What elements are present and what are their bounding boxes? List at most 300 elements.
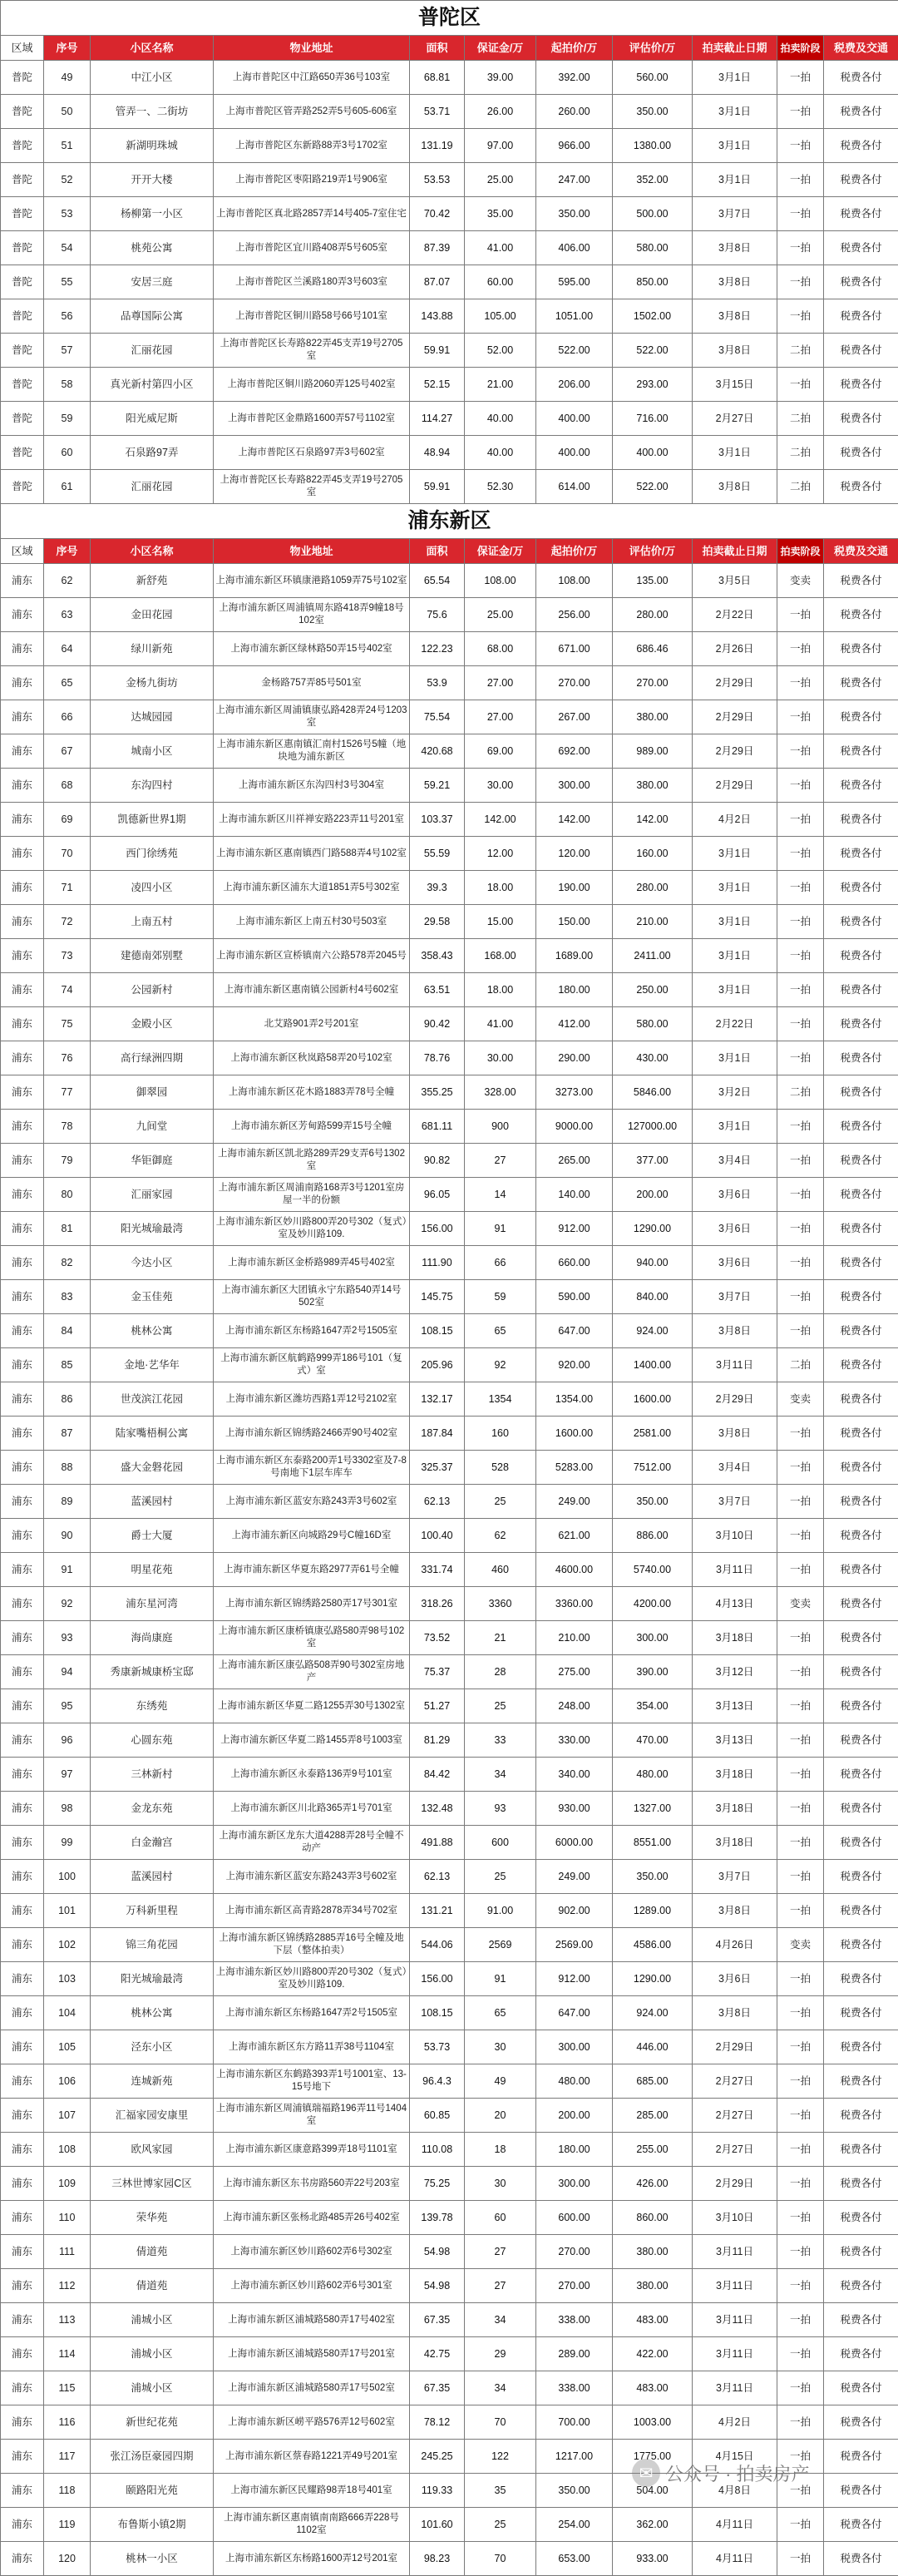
cell-area: 491.88 — [410, 1826, 465, 1860]
table-row — [1, 265, 898, 299]
column-header-starting-price: 起拍价/万 — [536, 539, 613, 564]
cell-deadline: 3月1日 — [693, 95, 777, 129]
cell-stage: 二拍 — [777, 334, 824, 368]
table-row — [1, 2167, 898, 2201]
cell-stage: 一拍 — [777, 871, 824, 905]
cell-area: 544.06 — [410, 1928, 465, 1962]
cell-area: 63.51 — [410, 973, 465, 1007]
cell-deposit: 34 — [465, 2371, 536, 2405]
cell-stage: 一拍 — [777, 1962, 824, 1996]
cell-starting-price: 270.00 — [536, 2269, 613, 2303]
column-header-deposit: 保证金/万 — [465, 36, 536, 61]
cell-appraised-price: 280.00 — [613, 598, 693, 632]
column-header-community-name: 小区名称 — [91, 539, 214, 564]
cell-stage: 一拍 — [777, 803, 824, 837]
cell-stage: 一拍 — [777, 129, 824, 163]
cell-community-name: 今达小区 — [91, 1246, 214, 1280]
column-header-deadline: 拍卖截止日期 — [693, 539, 777, 564]
cell-deposit: 25 — [465, 1860, 536, 1894]
cell-starting-price: 595.00 — [536, 265, 613, 299]
table-row — [1, 2064, 898, 2099]
column-header-row — [1, 539, 898, 564]
cell-community-name: 绿川新苑 — [91, 632, 214, 666]
cell-appraised-price: 127000.00 — [613, 1110, 693, 1144]
cell-stage: 一拍 — [777, 2030, 824, 2064]
cell-deadline: 3月10日 — [693, 1519, 777, 1553]
cell-deposit: 49 — [465, 2064, 536, 2099]
table-row — [1, 1587, 898, 1621]
cell-appraised-price: 446.00 — [613, 2030, 693, 2064]
cell-deposit: 168.00 — [465, 939, 536, 973]
cell-community-name: 万科新里程 — [91, 1894, 214, 1928]
cell-appraised-price: 380.00 — [613, 700, 693, 734]
cell-tax-transport: 税费各付 — [824, 700, 898, 734]
cell-area: 75.54 — [410, 700, 465, 734]
cell-stage: 一拍 — [777, 1178, 824, 1212]
cell-index: 55 — [44, 265, 91, 299]
cell-tax-transport: 税费各付 — [824, 334, 898, 368]
cell-deposit: 35.00 — [465, 197, 536, 231]
cell-deposit: 91 — [465, 1962, 536, 1996]
column-header-property-address: 物业地址 — [214, 36, 410, 61]
cell-community-name: 阳光威尼斯 — [91, 402, 214, 436]
cell-community-name: 桃苑公寓 — [91, 231, 214, 265]
cell-area: 62.13 — [410, 1485, 465, 1519]
cell-property-address: 上海市浦东新区东书房路560弄22号203室 — [214, 2167, 410, 2201]
cell-tax-transport: 税费各付 — [824, 2269, 898, 2303]
cell-community-name: 海尚康庭 — [91, 1621, 214, 1655]
cell-property-address: 上海市普陀区管弄路252弄5号605-606室 — [214, 95, 410, 129]
cell-deposit: 25 — [465, 1689, 536, 1723]
cell-appraised-price: 210.00 — [613, 905, 693, 939]
cell-index: 97 — [44, 1758, 91, 1792]
cell-community-name: 布鲁斯小镇2期 — [91, 2508, 214, 2542]
cell-deadline: 3月1日 — [693, 436, 777, 470]
cell-property-address: 上海市浦东新区妙川路800弄20号302（复式）室及妙川路109. — [214, 1962, 410, 1996]
cell-area: 54.98 — [410, 2235, 465, 2269]
cell-property-address: 上海市浦东新区惠南镇公园新村4号602室 — [214, 973, 410, 1007]
cell-community-name: 颐路阳光苑 — [91, 2474, 214, 2508]
cell-stage: 一拍 — [777, 1280, 824, 1314]
cell-starting-price: 140.00 — [536, 1178, 613, 1212]
cell-index: 115 — [44, 2371, 91, 2405]
cell-index: 89 — [44, 1485, 91, 1519]
cell-deposit: 30 — [465, 2030, 536, 2064]
cell-area: 53.9 — [410, 666, 465, 700]
cell-appraised-price: 380.00 — [613, 2269, 693, 2303]
cell-property-address: 上海市浦东新区康桥镇康弘路580弄98号102室 — [214, 1621, 410, 1655]
table-row — [1, 368, 898, 402]
cell-appraised-price: 390.00 — [613, 1655, 693, 1689]
cell-tax-transport: 税费各付 — [824, 1178, 898, 1212]
cell-tax-transport: 税费各付 — [824, 803, 898, 837]
cell-stage: 一拍 — [777, 1485, 824, 1519]
cell-property-address: 上海市浦东新区周浦镇周东路418弄9幢18号102室 — [214, 598, 410, 632]
cell-region: 浦东 — [1, 939, 44, 973]
cell-appraised-price: 886.00 — [613, 1519, 693, 1553]
cell-appraised-price: 686.46 — [613, 632, 693, 666]
table-row — [1, 2235, 898, 2269]
cell-tax-transport: 税费各付 — [824, 1280, 898, 1314]
cell-region: 浦东 — [1, 1314, 44, 1348]
cell-area: 122.23 — [410, 632, 465, 666]
cell-region: 浦东 — [1, 2269, 44, 2303]
cell-deposit: 460 — [465, 1553, 536, 1587]
cell-stage: 一拍 — [777, 2542, 824, 2576]
cell-property-address: 上海市浦东新区芳甸路599弄15号全幢 — [214, 1110, 410, 1144]
cell-region: 普陀 — [1, 368, 44, 402]
cell-area: 420.68 — [410, 734, 465, 769]
cell-deadline: 2月27日 — [693, 2099, 777, 2133]
cell-stage: 一拍 — [777, 1314, 824, 1348]
cell-tax-transport: 税费各付 — [824, 1348, 898, 1382]
cell-starting-price: 206.00 — [536, 368, 613, 402]
cell-area: 132.17 — [410, 1382, 465, 1417]
cell-appraised-price: 483.00 — [613, 2303, 693, 2337]
cell-index: 103 — [44, 1962, 91, 1996]
cell-property-address: 上海市浦东新区康意路399弄18号1101室 — [214, 2133, 410, 2167]
cell-area: 78.12 — [410, 2405, 465, 2440]
cell-deposit: 41.00 — [465, 231, 536, 265]
cell-starting-price: 966.00 — [536, 129, 613, 163]
cell-community-name: 心圆东苑 — [91, 1723, 214, 1758]
cell-deadline: 3月8日 — [693, 231, 777, 265]
cell-stage: 一拍 — [777, 2167, 824, 2201]
cell-starting-price: 1051.00 — [536, 299, 613, 334]
cell-region: 浦东 — [1, 1553, 44, 1587]
cell-deadline: 3月8日 — [693, 1996, 777, 2030]
cell-community-name: 桃林公寓 — [91, 1314, 214, 1348]
cell-area: 143.88 — [410, 299, 465, 334]
cell-community-name: 三林世博家园C区 — [91, 2167, 214, 2201]
cell-property-address: 上海市浦东新区金桥路989弄45号402室 — [214, 1246, 410, 1280]
cell-deposit: 30.00 — [465, 769, 536, 803]
cell-index: 106 — [44, 2064, 91, 2099]
cell-tax-transport: 税费各付 — [824, 598, 898, 632]
cell-stage: 一拍 — [777, 2269, 824, 2303]
cell-starting-price: 671.00 — [536, 632, 613, 666]
cell-property-address: 上海市浦东新区惠南镇西门路588弄4号102室 — [214, 837, 410, 871]
cell-appraised-price: 200.00 — [613, 1178, 693, 1212]
table-row — [1, 564, 898, 598]
cell-property-address: 上海市浦东新区绿林路50弄15号402室 — [214, 632, 410, 666]
cell-starting-price: 3273.00 — [536, 1075, 613, 1110]
cell-area: 62.13 — [410, 1860, 465, 1894]
cell-tax-transport: 税费各付 — [824, 1553, 898, 1587]
cell-appraised-price: 293.00 — [613, 368, 693, 402]
table-row — [1, 1007, 898, 1041]
cell-area: 96.4.3 — [410, 2064, 465, 2099]
cell-community-name: 世茂滨江花园 — [91, 1382, 214, 1417]
cell-community-name: 蓝溪园村 — [91, 1860, 214, 1894]
cell-community-name: 汇丽花园 — [91, 334, 214, 368]
cell-deposit: 18.00 — [465, 871, 536, 905]
cell-tax-transport: 税费各付 — [824, 564, 898, 598]
cell-stage: 一拍 — [777, 1417, 824, 1451]
table-row — [1, 299, 898, 334]
cell-deadline: 3月4日 — [693, 1144, 777, 1178]
cell-deadline: 3月2日 — [693, 1075, 777, 1110]
table-row — [1, 436, 898, 470]
table-row — [1, 2337, 898, 2371]
cell-deadline: 3月6日 — [693, 1178, 777, 1212]
cell-region: 浦东 — [1, 1246, 44, 1280]
cell-deadline: 3月11日 — [693, 2235, 777, 2269]
table-row — [1, 1996, 898, 2030]
cell-appraised-price: 350.00 — [613, 1860, 693, 1894]
cell-property-address: 上海市浦东新区崂平路576弄12号602室 — [214, 2405, 410, 2440]
cell-tax-transport: 税费各付 — [824, 1655, 898, 1689]
cell-community-name: 泾东小区 — [91, 2030, 214, 2064]
cell-stage: 一拍 — [777, 1041, 824, 1075]
cell-appraised-price: 1289.00 — [613, 1894, 693, 1928]
cell-stage: 一拍 — [777, 2508, 824, 2542]
cell-starting-price: 265.00 — [536, 1144, 613, 1178]
table-row — [1, 1075, 898, 1110]
cell-tax-transport: 税费各付 — [824, 231, 898, 265]
cell-stage: 一拍 — [777, 231, 824, 265]
cell-stage: 二拍 — [777, 470, 824, 504]
column-header-deposit: 保证金/万 — [465, 539, 536, 564]
cell-deadline: 3月18日 — [693, 1758, 777, 1792]
cell-appraised-price: 255.00 — [613, 2133, 693, 2167]
cell-appraised-price: 377.00 — [613, 1144, 693, 1178]
cell-area: 59.91 — [410, 470, 465, 504]
cell-index: 54 — [44, 231, 91, 265]
cell-starting-price: 247.00 — [536, 163, 613, 197]
cell-property-address: 上海市浦东新区东泰路200弄1号3302室及7-8号南地下1层车库车 — [214, 1451, 410, 1485]
cell-stage: 一拍 — [777, 1007, 824, 1041]
cell-appraised-price: 8551.00 — [613, 1826, 693, 1860]
cell-community-name: 倩道苑 — [91, 2235, 214, 2269]
cell-deadline: 3月8日 — [693, 1314, 777, 1348]
cell-community-name: 欧风家园 — [91, 2133, 214, 2167]
cell-appraised-price: 522.00 — [613, 334, 693, 368]
cell-deadline: 4月11日 — [693, 2542, 777, 2576]
cell-stage: 变卖 — [777, 1587, 824, 1621]
cell-deadline: 2月27日 — [693, 402, 777, 436]
cell-stage: 一拍 — [777, 1655, 824, 1689]
cell-appraised-price: 4586.00 — [613, 1928, 693, 1962]
cell-deadline: 3月13日 — [693, 1689, 777, 1723]
cell-index: 72 — [44, 905, 91, 939]
cell-starting-price: 912.00 — [536, 1212, 613, 1246]
cell-community-name: 石泉路97弄 — [91, 436, 214, 470]
cell-deposit: 900 — [465, 1110, 536, 1144]
cell-appraised-price: 426.00 — [613, 2167, 693, 2201]
cell-deposit: 21 — [465, 1621, 536, 1655]
cell-appraised-price: 7512.00 — [613, 1451, 693, 1485]
cell-appraised-price: 1502.00 — [613, 299, 693, 334]
table-row — [1, 1826, 898, 1860]
cell-region: 普陀 — [1, 129, 44, 163]
cell-region: 浦东 — [1, 1621, 44, 1655]
cell-stage: 一拍 — [777, 1996, 824, 2030]
cell-starting-price: 249.00 — [536, 1485, 613, 1519]
cell-starting-price: 267.00 — [536, 700, 613, 734]
cell-deposit: 15.00 — [465, 905, 536, 939]
cell-starting-price: 392.00 — [536, 61, 613, 95]
cell-index: 73 — [44, 939, 91, 973]
cell-index: 93 — [44, 1621, 91, 1655]
cell-deadline: 2月26日 — [693, 632, 777, 666]
cell-index: 65 — [44, 666, 91, 700]
cell-tax-transport: 税费各付 — [824, 1962, 898, 1996]
cell-community-name: 汇丽家园 — [91, 1178, 214, 1212]
cell-community-name: 东绣苑 — [91, 1689, 214, 1723]
table-row — [1, 632, 898, 666]
cell-deposit: 91 — [465, 1212, 536, 1246]
cell-region: 普陀 — [1, 95, 44, 129]
cell-tax-transport: 税费各付 — [824, 1246, 898, 1280]
cell-index: 107 — [44, 2099, 91, 2133]
cell-area: 81.29 — [410, 1723, 465, 1758]
cell-deposit: 18.00 — [465, 973, 536, 1007]
cell-deposit: 97.00 — [465, 129, 536, 163]
cell-stage: 一拍 — [777, 299, 824, 334]
cell-stage: 一拍 — [777, 61, 824, 95]
cell-region: 浦东 — [1, 1075, 44, 1110]
cell-area: 68.81 — [410, 61, 465, 95]
cell-region: 普陀 — [1, 334, 44, 368]
cell-tax-transport: 税费各付 — [824, 2440, 898, 2474]
cell-community-name: 华钜御庭 — [91, 1144, 214, 1178]
cell-index: 110 — [44, 2201, 91, 2235]
cell-deposit: 65 — [465, 1996, 536, 2030]
table-row — [1, 2201, 898, 2235]
cell-region: 普陀 — [1, 61, 44, 95]
cell-index: 105 — [44, 2030, 91, 2064]
cell-community-name: 金田花园 — [91, 598, 214, 632]
cell-appraised-price: 350.00 — [613, 1485, 693, 1519]
cell-property-address: 上海市浦东新区张杨北路485弄26号402室 — [214, 2201, 410, 2235]
cell-stage: 一拍 — [777, 2371, 824, 2405]
cell-index: 69 — [44, 803, 91, 837]
cell-property-address: 上海市普陀区铜川路2060弄125号402室 — [214, 368, 410, 402]
cell-deposit: 328.00 — [465, 1075, 536, 1110]
cell-appraised-price: 285.00 — [613, 2099, 693, 2133]
cell-starting-price: 338.00 — [536, 2303, 613, 2337]
cell-index: 56 — [44, 299, 91, 334]
cell-starting-price: 300.00 — [536, 2167, 613, 2201]
cell-property-address: 上海市浦东新区锦绣路2580弄17号301室 — [214, 1587, 410, 1621]
cell-index: 64 — [44, 632, 91, 666]
cell-stage: 一拍 — [777, 1110, 824, 1144]
cell-community-name: 蓝溪园村 — [91, 1485, 214, 1519]
cell-region: 浦东 — [1, 1587, 44, 1621]
table-row — [1, 1928, 898, 1962]
column-header-tax-transport: 税费及交通 — [824, 539, 898, 564]
cell-starting-price: 621.00 — [536, 1519, 613, 1553]
cell-index: 108 — [44, 2133, 91, 2167]
cell-deadline: 3月11日 — [693, 2269, 777, 2303]
cell-region: 浦东 — [1, 2167, 44, 2201]
cell-community-name: 管弄一、二街坊 — [91, 95, 214, 129]
cell-property-address: 上海市浦东新区浦城路580弄17号502室 — [214, 2371, 410, 2405]
cell-tax-transport: 税费各付 — [824, 2303, 898, 2337]
cell-area: 132.48 — [410, 1792, 465, 1826]
cell-index: 81 — [44, 1212, 91, 1246]
cell-tax-transport: 税费各付 — [824, 1996, 898, 2030]
table-row — [1, 734, 898, 769]
cell-starting-price: 150.00 — [536, 905, 613, 939]
cell-stage: 一拍 — [777, 1860, 824, 1894]
cell-community-name: 金杨九街坊 — [91, 666, 214, 700]
cell-region: 浦东 — [1, 700, 44, 734]
cell-index: 50 — [44, 95, 91, 129]
cell-region: 浦东 — [1, 1041, 44, 1075]
column-header-tax-transport: 税费及交通 — [824, 36, 898, 61]
cell-index: 79 — [44, 1144, 91, 1178]
cell-tax-transport: 税费各付 — [824, 1758, 898, 1792]
cell-community-name: 公园新村 — [91, 973, 214, 1007]
cell-stage: 一拍 — [777, 598, 824, 632]
cell-stage: 一拍 — [777, 2440, 824, 2474]
cell-tax-transport: 税费各付 — [824, 1451, 898, 1485]
cell-deadline: 3月15日 — [693, 368, 777, 402]
cell-tax-transport: 税费各付 — [824, 265, 898, 299]
cell-region: 浦东 — [1, 1007, 44, 1041]
cell-deadline: 3月8日 — [693, 265, 777, 299]
cell-deposit: 59 — [465, 1280, 536, 1314]
cell-index: 95 — [44, 1689, 91, 1723]
table-row — [1, 1860, 898, 1894]
cell-stage: 一拍 — [777, 368, 824, 402]
cell-stage: 一拍 — [777, 2133, 824, 2167]
cell-appraised-price: 940.00 — [613, 1246, 693, 1280]
cell-index: 52 — [44, 163, 91, 197]
cell-deposit: 25.00 — [465, 163, 536, 197]
cell-deposit: 25 — [465, 1485, 536, 1519]
cell-area: 131.19 — [410, 129, 465, 163]
cell-deposit: 26.00 — [465, 95, 536, 129]
cell-deadline: 3月1日 — [693, 163, 777, 197]
cell-index: 85 — [44, 1348, 91, 1382]
cell-tax-transport: 税费各付 — [824, 1485, 898, 1519]
table-row — [1, 197, 898, 231]
cell-region: 普陀 — [1, 265, 44, 299]
cell-region: 浦东 — [1, 803, 44, 837]
cell-appraised-price: 480.00 — [613, 1758, 693, 1792]
cell-tax-transport: 税费各付 — [824, 2474, 898, 2508]
cell-property-address: 上海市浦东新区向城路29号C幢16D室 — [214, 1519, 410, 1553]
cell-region: 浦东 — [1, 1519, 44, 1553]
cell-community-name: 安居三庭 — [91, 265, 214, 299]
cell-deadline: 2月29日 — [693, 666, 777, 700]
cell-area: 39.3 — [410, 871, 465, 905]
cell-deadline: 3月7日 — [693, 1860, 777, 1894]
cell-community-name: 汇丽花园 — [91, 470, 214, 504]
cell-stage: 一拍 — [777, 632, 824, 666]
cell-appraised-price: 716.00 — [613, 402, 693, 436]
cell-region: 浦东 — [1, 1826, 44, 1860]
cell-property-address: 上海市浦东新区蓝安东路243弄3号602室 — [214, 1860, 410, 1894]
cell-community-name: 西门徐绣苑 — [91, 837, 214, 871]
cell-deposit: 62 — [465, 1519, 536, 1553]
cell-stage: 一拍 — [777, 2235, 824, 2269]
cell-region: 浦东 — [1, 1860, 44, 1894]
cell-tax-transport: 税费各付 — [824, 1144, 898, 1178]
cell-deadline: 3月1日 — [693, 871, 777, 905]
cell-community-name: 九间堂 — [91, 1110, 214, 1144]
cell-deposit: 27 — [465, 2235, 536, 2269]
cell-region: 浦东 — [1, 666, 44, 700]
cell-tax-transport: 税费各付 — [824, 837, 898, 871]
cell-deposit: 52.00 — [465, 334, 536, 368]
cell-property-address: 上海市浦东新区周浦镇康弘路428弄24号1203室 — [214, 700, 410, 734]
cell-starting-price: 256.00 — [536, 598, 613, 632]
column-header-appraised-price: 评估价/万 — [613, 539, 693, 564]
